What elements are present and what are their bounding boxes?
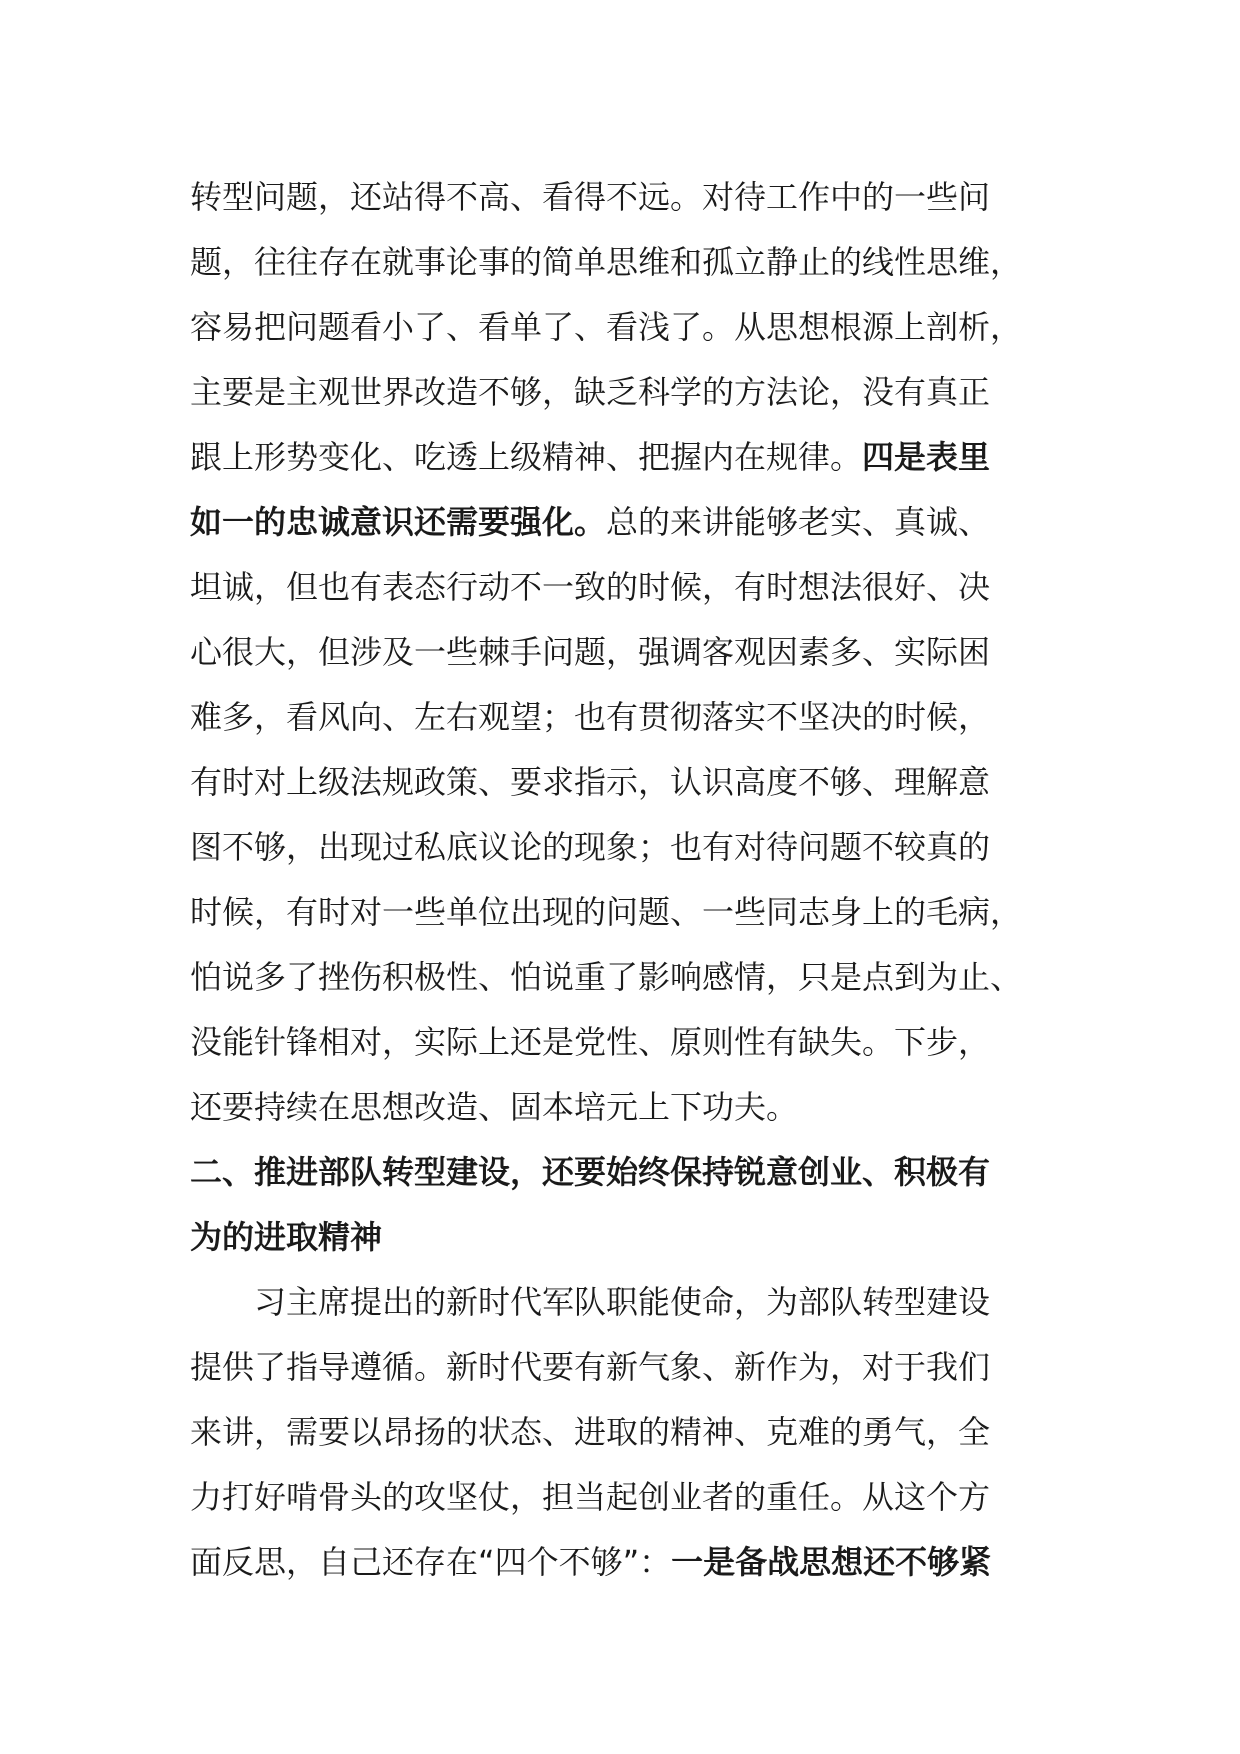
text-segment: 时候，有时对一些单位出现的问题、一些同志身上的毛病， [190, 893, 1023, 931]
section-heading: 为的进取精神 [190, 1218, 383, 1256]
text-segment: 提供了指导遵循。新时代要有新气象、新作为，对于我们 [190, 1348, 991, 1386]
text-line [190, 1530, 1070, 1595]
text-line [190, 1010, 1070, 1075]
text-line [190, 750, 1070, 815]
text-line [190, 685, 1070, 750]
text-line [190, 815, 1070, 880]
text-line [190, 230, 1070, 295]
section-heading-line [190, 1140, 1070, 1205]
text-segment: 有时对上级法规政策、要求指示，认识高度不够、理解意 [190, 763, 991, 801]
text-line [190, 1075, 1070, 1140]
section-heading: 二、推进部队转型建设，还要始终保持锐意创业、积极有 [190, 1153, 991, 1191]
text-segment: 转型问题，还站得不高、看得不远。对待工作中的一些问 [190, 178, 991, 216]
text-line [190, 490, 1070, 555]
text-segment: 没能针锋相对，实际上还是党性、原则性有缺失。下步， [190, 1023, 991, 1061]
text-segment: 心很大，但涉及一些棘手问题，强调客观因素多、实际困 [190, 633, 991, 671]
text-segment: 怕说多了挫伤积极性、怕说重了影响感情，只是点到为止、 [190, 958, 1023, 996]
text-segment: 来讲，需要以昂扬的状态、进取的精神、克难的勇气，全 [190, 1413, 991, 1451]
text-segment: 主要是主观世界改造不够，缺乏科学的方法论，没有真正 [190, 373, 991, 411]
bold-point-heading: 一是备战思想还不够紧 [671, 1543, 992, 1581]
bold-point-heading: 如一的忠诚意识还需要强化。 [190, 503, 607, 541]
text-line [190, 295, 1070, 360]
text-line [190, 880, 1070, 945]
text-line [190, 945, 1070, 1010]
text-segment: 面反思，自己还存在“四个不够”： [190, 1543, 672, 1581]
text-segment: 题，往往存在就事论事的简单思维和孤立静止的线性思维， [190, 243, 1023, 281]
text-line [190, 555, 1070, 620]
section-heading-line [190, 1205, 1070, 1270]
text-line [190, 620, 1070, 685]
text-segment: 难多，看风向、左右观望；也有贯彻落实不坚决的时候， [190, 698, 991, 736]
text-segment: 跟上形势变化、吃透上级精神、把握内在规律。 [190, 438, 863, 476]
text-segment: 容易把问题看小了、看单了、看浅了。从思想根源上剖析， [190, 308, 1023, 346]
text-line [190, 1335, 1070, 1400]
text-line [190, 1270, 1070, 1335]
text-line [190, 1465, 1070, 1530]
text-line [190, 1400, 1070, 1465]
text-line [190, 360, 1070, 425]
bold-point-heading: 四是表里 [862, 438, 991, 476]
text-segment: 总的来讲能够老实、真诚、 [606, 503, 991, 541]
text-segment: 坦诚，但也有表态行动不一致的时候，有时想法很好、决 [190, 568, 991, 606]
text-line [190, 165, 1070, 230]
text-line [190, 425, 1070, 490]
document-body [190, 165, 1070, 1595]
text-segment: 图不够，出现过私底议论的现象；也有对待问题不较真的 [190, 828, 991, 866]
text-segment: 还要持续在思想改造、固本培元上下功夫。 [190, 1088, 799, 1126]
paragraph-start: 习主席提出的新时代军队职能使命，为部队转型建设 [190, 1283, 991, 1321]
text-segment: 力打好啃骨头的攻坚仗，担当起创业者的重任。从这个方 [190, 1478, 991, 1516]
